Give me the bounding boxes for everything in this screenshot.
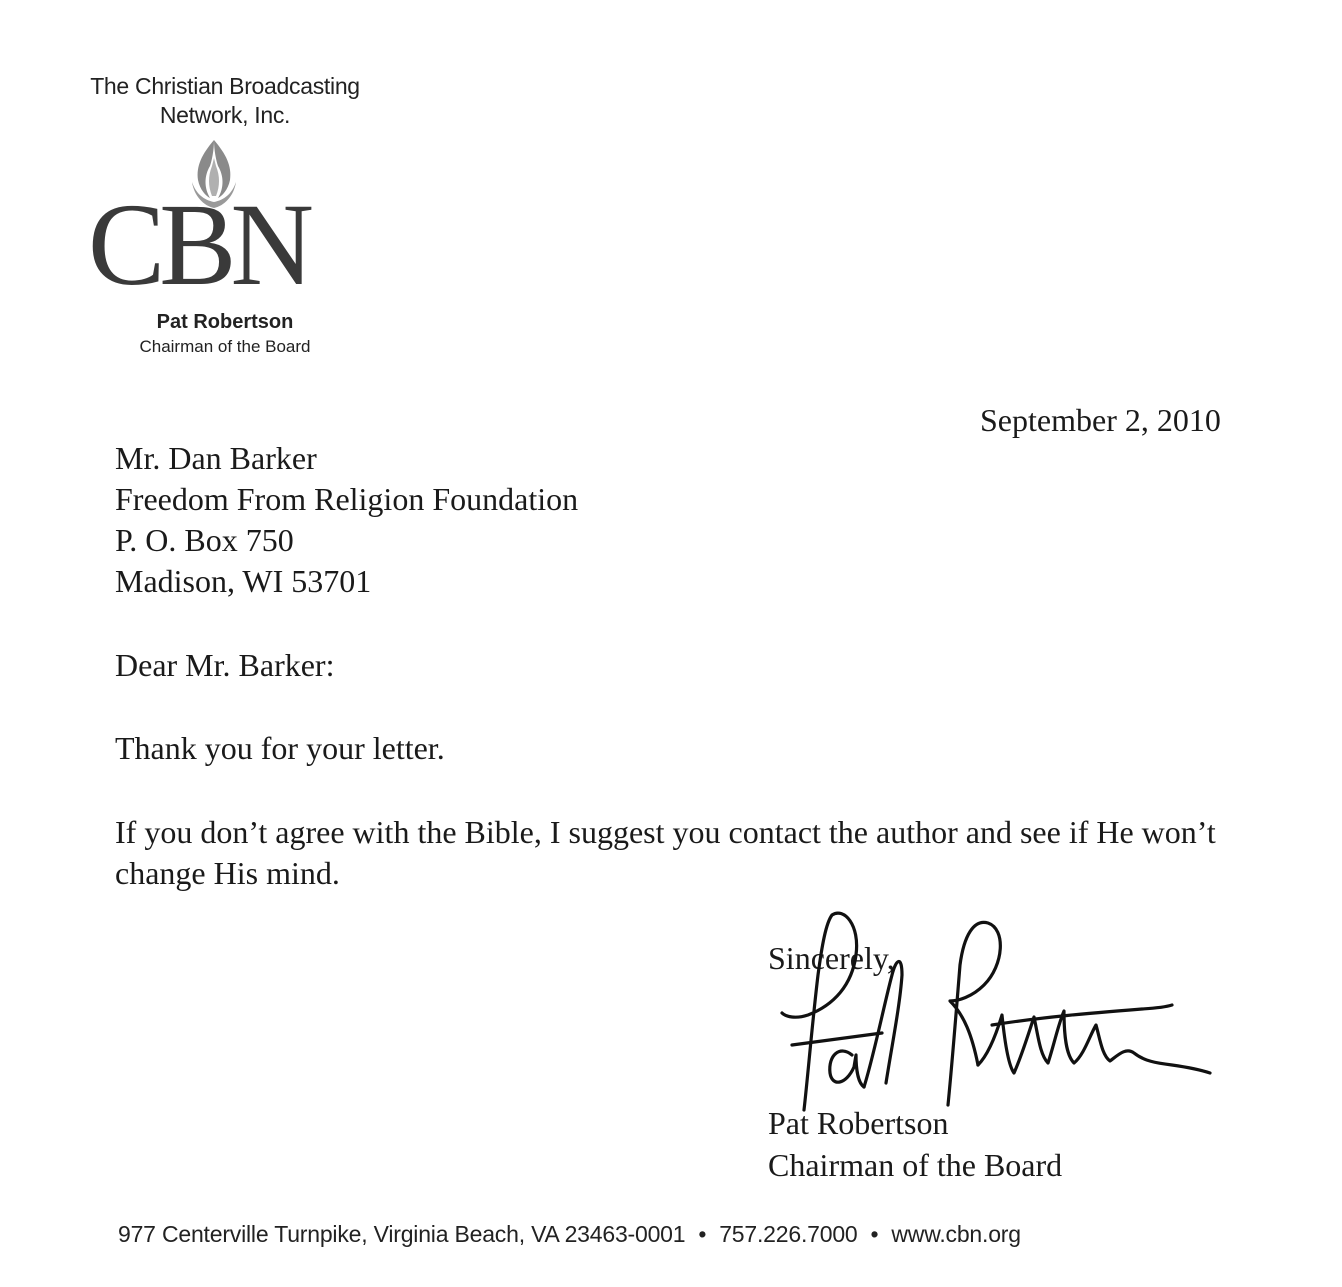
letterhead-exec-title: Chairman of the Board <box>139 337 311 356</box>
body-paragraph-1: Thank you for your letter. <box>115 730 445 766</box>
letterhead-exec-name: Pat Robertson <box>156 311 294 333</box>
letterhead <box>70 70 380 370</box>
footer-separator: • <box>698 1221 707 1247</box>
footer-phone: 757.226.7000 <box>719 1221 858 1247</box>
org-name-line-2: Network, Inc. <box>159 102 291 128</box>
footer-separator: • <box>870 1221 879 1247</box>
signer-name: Pat Robertson <box>768 1105 949 1141</box>
recipient-organization: Freedom From Religion Foundation <box>115 481 579 517</box>
letter-date: September 2, 2010 <box>980 402 1221 438</box>
recipient-address-block <box>115 438 578 602</box>
org-name <box>70 72 380 130</box>
letterhead-footer <box>118 1219 1021 1249</box>
footer-address: 977 Centerville Turnpike, Virginia Beach, VA 23463-0001 <box>118 1221 686 1247</box>
recipient-city-state-zip: Madison, WI 53701 <box>115 563 372 599</box>
recipient-name: Mr. Dan Barker <box>115 440 317 476</box>
closing: Sincerely, <box>768 940 895 976</box>
signer-title: Chairman of the Board <box>768 1147 1063 1183</box>
body-paragraph-2: If you don’t agree with the Bible, I suggest you contact the author and see if He won’t change His mind. <box>115 814 1216 891</box>
org-name-line-1: The Christian Broadcasting <box>90 73 360 99</box>
cbn-logo-wordmark: CBN <box>88 179 309 310</box>
salutation: Dear Mr. Barker: <box>115 647 335 683</box>
footer-website: www.cbn.org <box>891 1221 1021 1247</box>
recipient-po-box: P. O. Box 750 <box>115 522 294 558</box>
